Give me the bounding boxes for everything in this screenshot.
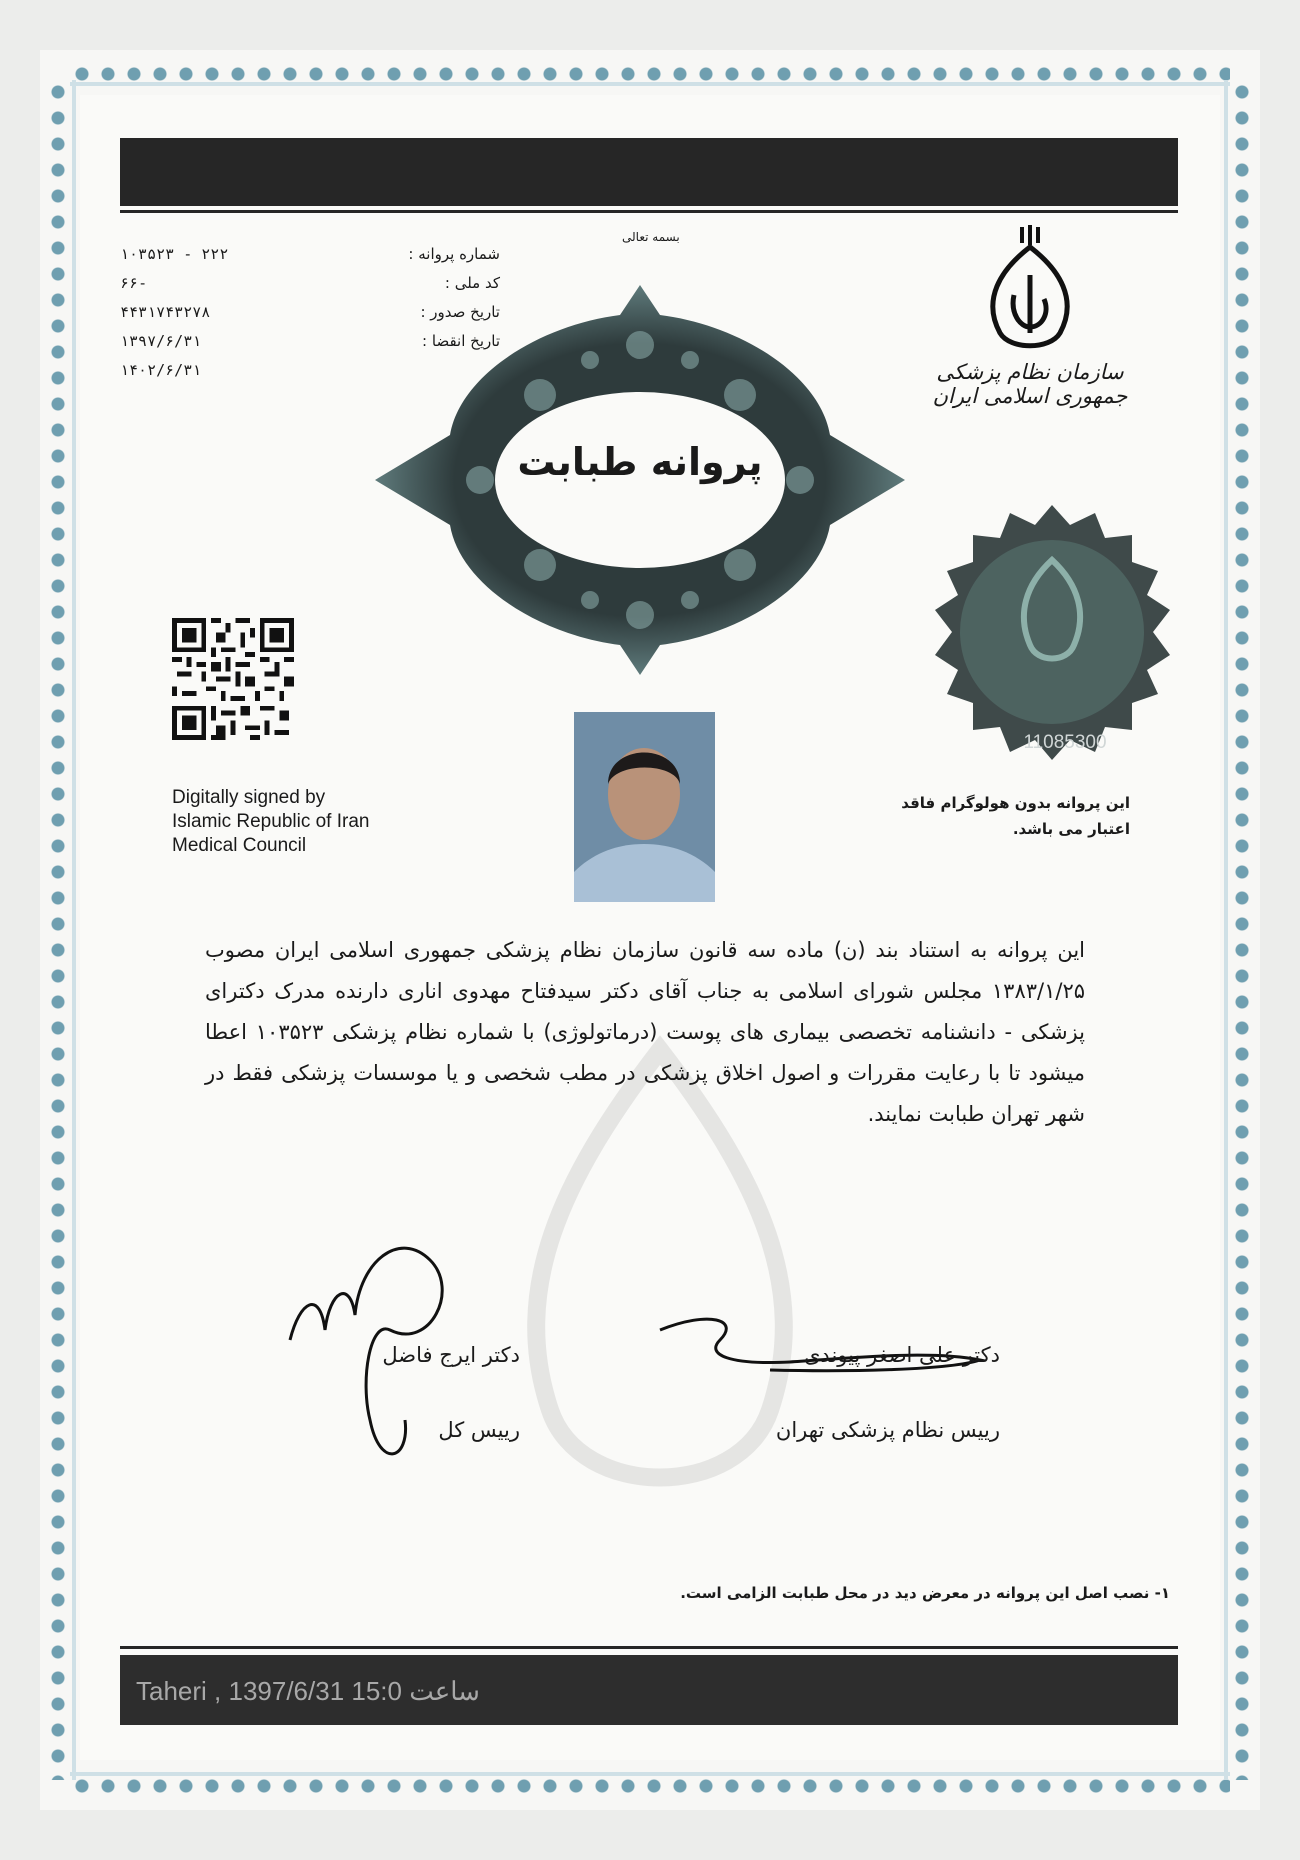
footer-stamp-text: Taheri , 1397/6/31 15:0: [136, 1676, 402, 1706]
footer-time-label: ساعت: [409, 1676, 480, 1706]
expiry-date-label: تاریخ انقضا :: [422, 332, 500, 350]
license-body-text: این پروانه به استناد بند (ن) ماده سه قانون سازمان نظام پزشکی جمهوری اسلامی ایران مصوب ۱۳۸۳/۱/۲۵ مجلس شورای اسلامی به جناب آقای دکتر سیدفتاح مهدوی اناری دارنده مدرک دکترای پزشکی - دانشنامه تخصصی بیماری های پوست (درماتولوژی) با شماره نظام پزشکی ۱۰۳۵۲۳ اعطا میشود تا با رعایت مقررات و اصول اخلاق پزشکی در مطب شخصی و یا موسسات پزشکی فقط در شهر تهران طبابت نمایند.: [205, 938, 1085, 1126]
hologram-note-line1: این پروانه بدون هولوگرام فاقد: [901, 794, 1130, 812]
right-signatory: [720, 1318, 1000, 1468]
decorative-border-right: [1222, 80, 1262, 1780]
left-signatory: [330, 1318, 520, 1468]
footer-bar-rule: [120, 1646, 1178, 1649]
left-signatory-title: رییس کل: [438, 1418, 520, 1442]
digital-signature-note: [172, 786, 369, 858]
certificate-title: پروانه طبابت: [517, 440, 763, 484]
issue-date-value: ۱۳۹۷/۶/۳۱: [120, 332, 202, 350]
qr-code: [172, 617, 294, 741]
footer-stamp: [136, 1676, 480, 1707]
expiry-date-value: ۱۴۰۲/۶/۳۱: [120, 361, 202, 379]
decorative-border-bottom: [70, 1768, 1230, 1808]
digital-signature-line3: Medical Council: [172, 835, 307, 856]
hologram-note: [900, 790, 1130, 842]
field-values: [120, 240, 260, 385]
right-signatory-name: دکتر علی اصغر پیوندی: [803, 1343, 1000, 1367]
national-id-label: کد ملی :: [444, 274, 500, 292]
national-id-value: ۴۴۳۱۷۴۳۲۷۸: [120, 303, 211, 321]
bismillah: بسمه تعالی: [622, 230, 680, 244]
footnote: ۱- نصب اصل این پروانه در معرض دید در محل طبابت الزامی است.: [680, 1584, 1170, 1602]
license-number-value: ۲۲۲ - ۱۰۳۵۲۳ -۶۶: [120, 245, 229, 292]
digital-signature-line2: Islamic Republic of Iran: [172, 811, 370, 832]
decorative-border-top: [70, 52, 1230, 92]
hologram-note-line2: اعتبار می باشد.: [1012, 820, 1130, 838]
header-bar: [120, 138, 1178, 206]
medical-council-emblem-icon: [910, 225, 1150, 360]
right-signatory-title: رییس نظام پزشکی تهران: [775, 1418, 1000, 1442]
digital-signature-line1: Digitally signed by: [172, 787, 326, 808]
medical-council-logo: [910, 225, 1150, 415]
decorative-border-left: [38, 80, 78, 1780]
organization-name: سازمان نظام پزشکی جمهوری اسلامی ایران: [932, 360, 1128, 408]
issue-date-label: تاریخ صدور :: [420, 303, 500, 321]
holder-photo: [574, 712, 715, 902]
header-bar-rule: [120, 210, 1178, 213]
hologram-seal: [925, 505, 1180, 760]
hologram-serial: 11085300: [1023, 732, 1107, 753]
license-number-label: شماره پروانه :: [408, 245, 500, 263]
left-signatory-name: دکتر ایرج فاضل: [382, 1343, 520, 1367]
